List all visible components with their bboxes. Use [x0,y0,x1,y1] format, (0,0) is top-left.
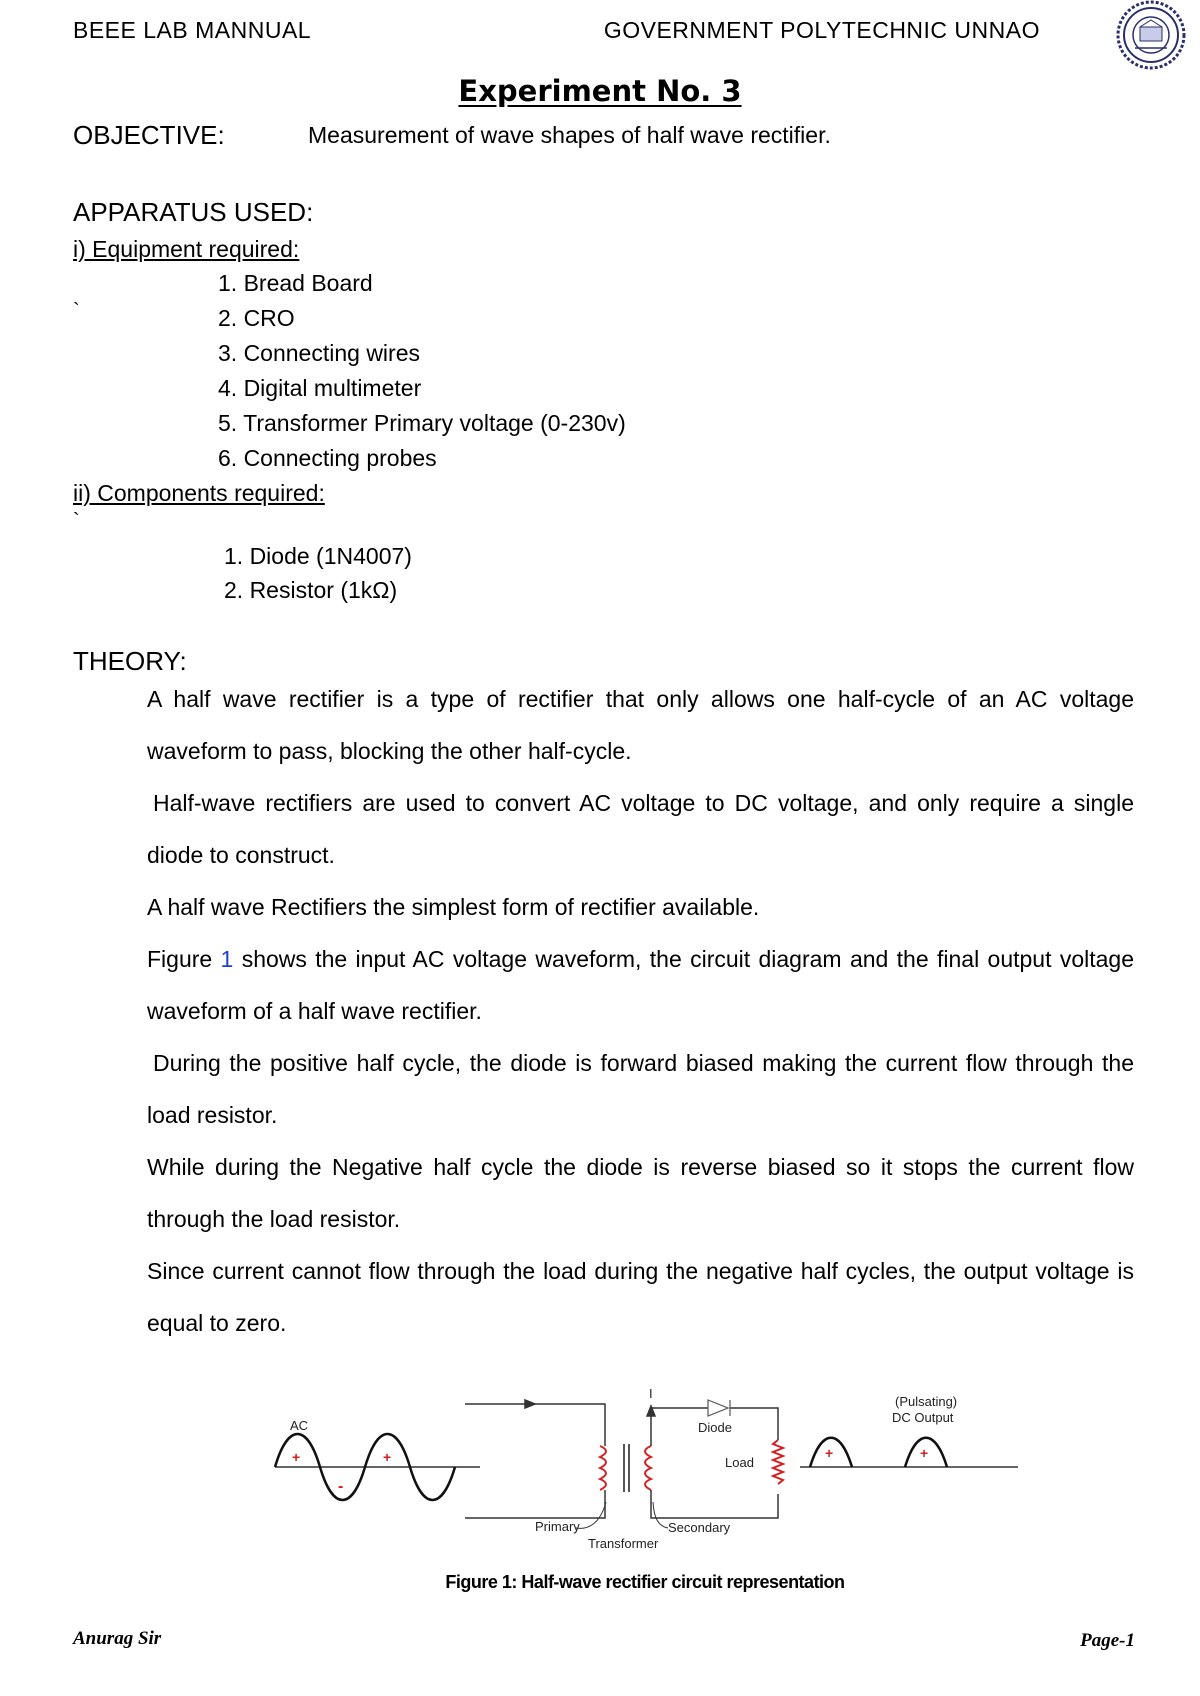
ac-label: AC [290,1418,309,1433]
equipment-item: 2. CRO [218,305,295,331]
theory-text: Half-wave rectifiers are used to convert AC voltage to DC voltage, and only require a single diode to construct. [147,790,1134,868]
equipment-label: i) Equipment required: [73,236,300,262]
plus-sign: + [383,1449,392,1465]
components-label: ii) Components required: [73,480,325,506]
theory-label: THEORY: [73,646,187,676]
dc-output-label: DC Output [892,1410,954,1425]
page-title: Experiment No. 3 [458,74,742,108]
pulsating-label: (Pulsating) [895,1394,958,1409]
half-wave-rectifier-diagram [270,1378,1030,1558]
secondary-wire-bottom [651,1490,778,1518]
apparatus-label: APPARATUS USED: [73,197,314,227]
theory-paragraph: A half wave rectifier is a type of rectifier that only allows one half-cycle of an AC voltage waveform to pass, blocking the other half-cycle. [147,686,1134,764]
transformer-icon [600,1444,651,1492]
primary-circuit [465,1400,605,1518]
theory-paragraph [147,1037,1134,1141]
tick-mark: ` [73,510,80,532]
secondary-label: Secondary [668,1520,731,1535]
theory-text: Figure [147,946,221,972]
primary-wire-bottom [465,1490,605,1518]
figure-caption: Figure 1: Half-wave rectifier circuit representation [445,1572,845,1592]
theory-text: During the positive half cycle, the diode is forward biased making the current flow through the load resistor. [147,1050,1134,1128]
minus-sign: - [338,1478,344,1495]
theory-paragraph: Since current cannot flow through the load during the negative half cycles, the output voltage is equal to zero. [147,1258,1134,1336]
theory-paragraph: A half wave Rectifiers the simplest form of rectifier available. [147,894,760,920]
load-resistor-icon [773,1440,783,1484]
primary-pointer [576,1502,606,1528]
current-arrow [525,1400,535,1408]
plus-sign: + [825,1445,834,1461]
primary-label: Primary [535,1519,580,1534]
theory-paragraph: While during the Negative half cycle the diode is reverse biased so it stops the current flow through the load resistor. [147,1154,1134,1232]
dc-output-waveform [800,1394,1018,1467]
diode-label: Diode [698,1420,732,1435]
component-item: 1. Diode (1N4007) [224,543,412,569]
figure-reference: 1 [220,946,234,972]
footer-author: Anurag Sir [73,1628,162,1649]
header-left: BEEE LAB MANNUAL [73,17,312,43]
equipment-item: 5. Transformer Primary voltage (0-230v) [218,410,626,436]
footer-page-number: Page-1 [1080,1630,1135,1651]
load-label: Load [725,1455,754,1470]
plus-sign: + [292,1449,301,1465]
component-item: 2. Resistor (1kΩ) [224,577,398,603]
load-wire-top [730,1408,778,1440]
transformer-label: Transformer [588,1536,659,1551]
theory-text: shows the input AC voltage waveform, the circuit diagram and the final output voltage waveform of a half wave rectifier. [147,946,1134,1024]
equipment-item: 6. Connecting probes [218,445,437,471]
header-right: GOVERNMENT POLYTECHNIC UNNAO [603,17,1040,43]
equipment-item: 1. Bread Board [218,270,373,296]
equipment-item: 3. Connecting wires [218,340,420,366]
objective-text: Measurement of wave shapes of half wave rectifier. [308,122,831,148]
theory-paragraph [147,777,1134,881]
current-label: I [649,1386,653,1401]
tick-mark: ` [73,300,80,322]
institute-seal-logo [1113,0,1189,70]
plus-sign: + [920,1445,929,1461]
theory-paragraph [147,933,1134,1037]
secondary-pointer [653,1502,668,1528]
equipment-item: 4. Digital multimeter [218,375,422,401]
diode-icon [708,1400,730,1416]
ac-input-waveform [275,1418,480,1500]
objective-label: OBJECTIVE: [73,120,225,150]
primary-wire-top [465,1404,605,1446]
